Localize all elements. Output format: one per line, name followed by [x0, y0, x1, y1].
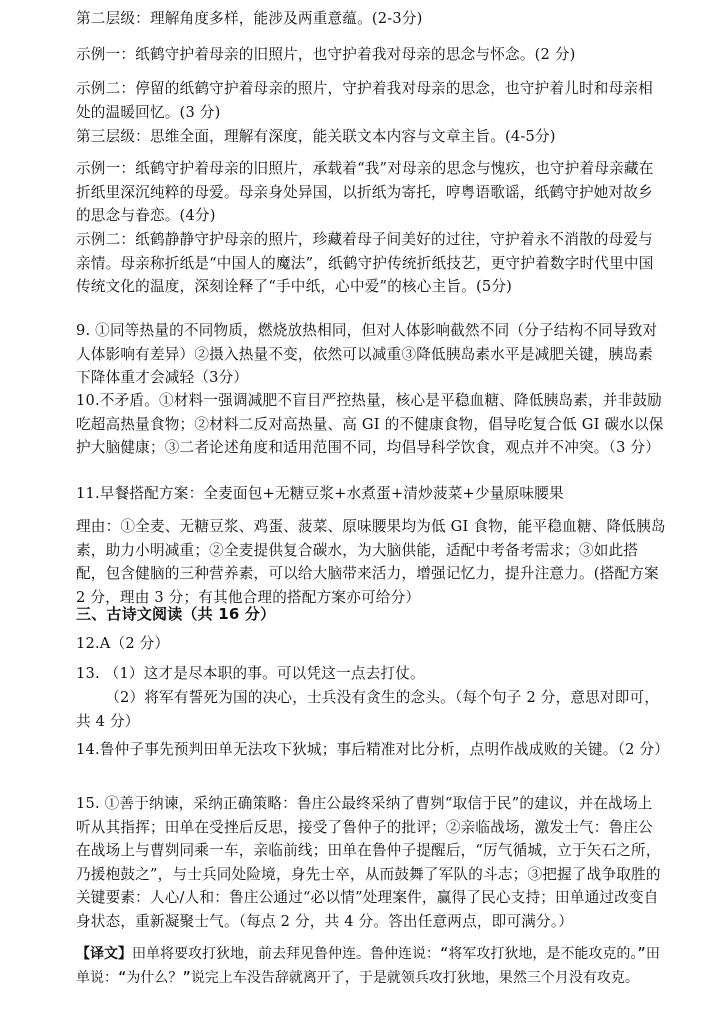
level-two-example-two: 示例二：停留的纸鹤守护着母亲的照片，守护着我对母亲的思念，也守护着儿时和母亲相处的温暖回忆。(3 分): [76, 80, 653, 121]
level-three-example-one: 示例一：纸鹤守护着母亲的旧照片，承载着“我”对母亲的思念与愧疚，也守护着母亲藏在折纸里深沉纯粹的母爱。母亲身处异国，以折纸为寄托，哼粤语歌谣，纸鹤守护她对故乡的思念与眷恋。(4分): [76, 160, 654, 224]
level-three-criteria: 第三层级：思维全面，理解有深度，能关联文本内容与文章主旨。(4-5分): [76, 128, 556, 145]
translation-paragraph: [76, 943, 666, 990]
answer-13-part1: 13. （1）这才是尽本职的事。可以凭这一点去打仗。: [76, 665, 425, 682]
answer-15: 15. ①善于纳谏，采纳正确策略：鲁庄公最终采纳了曹刿“取信于民”的建议，并在战场上听从其指挥；田单在受挫后反思，接受了鲁仲子的批评；②亲临战场，激发士气：鲁庄公在战场上与曹刿同乘一车，亲临前线；田单在鲁仲子提醒后，“厉气循城，立于矢石之所，乃援枹鼓之”，与士兵同处险境，身先士卒，从而鼓舞了军队的斗志；③把握了战争取胜的关键要素：人心/人和：鲁庄公通过“必以情”处理案件，赢得了民心支持；田单通过改变自身状态，重新凝聚士气。（每点 2 分，共 4 分。答出任意两点，即可满分。）: [76, 795, 661, 930]
answer-10: 10.不矛盾。①材料一强调减肥不盲目严控热量，核心是平稳血糖、降低胰岛素，并非鼓励吃超高热量食物；②材料二反对高热量、高 GI 的不健康食物，倡导吃复合低 GI 碳水以保护大脑健康；③二者论述角度和适用范围不同，均倡导科学饮食，观点并不冲突。（3 分）: [76, 392, 664, 456]
answer-11-plan: 11.早餐搭配方案：全麦面包+无糖豆浆+水煮蛋+清炒菠菜+少量原味腰果: [76, 485, 564, 502]
answer-12: 12.A（2 分）: [76, 635, 170, 652]
answer-14: 14.鲁仲子事先预判田单无法攻下狄城；事后精准对比分析，点明作战成败的关键。（2 分）: [76, 741, 669, 758]
level-two-criteria: 第二层级：理解角度多样，能涉及两重意蕴。(2-3分): [76, 10, 423, 27]
level-two-example-one: 示例一：纸鹤守护着母亲的旧照片，也守护着我对母亲的思念与怀念。(2 分): [76, 46, 576, 63]
answer-13-part2: （2）将军有誓死为国的决心，士兵没有贪生的念头。（每个句子 2 分，意思对即可，共 4 分）: [76, 689, 660, 730]
translation-tag: 【译文】: [76, 946, 132, 962]
level-three-example-two: 示例二：纸鹤静静守护母亲的照片，珍藏着母子间美好的过往，守护着永不消散的母爱与亲情。母亲称折纸是“中国人的魔法”，纸鹤守护传统折纸技艺，更守护着数字时代里中国传统文化的温度，深刻诠释了“手中纸，心中爱”的核心主旨。(5分): [76, 231, 654, 295]
answer-11-reason: 理由：①全麦、无糖豆浆、鸡蛋、菠菜、原味腰果均为低 GI 食物，能平稳血糖、降低胰岛素，助力小明减重；②全麦提供复合碳水，为大脑供能，适配中考备考需求；③如此搭配，包含健脑的三种营养素，可以给大脑带来活力，增强记忆力，提升注意力。(搭配方案 2 分，理由 3 分；有其他合理的搭配方案亦可给分）: [76, 518, 666, 606]
answer-9: 9. ①同等热量的不同物质，燃烧放热相同，但对人体影响截然不同（分子结构不同导致对人体影响有差异）②摄入热量不变，依然可以减重③降低胰岛素水平是减肥关键，胰岛素下降体重才会减轻（3分）: [76, 322, 658, 386]
section-heading-classical: 三、古诗文阅读（共 16 分）: [76, 605, 276, 623]
translation-text: 田单将要攻打狄地，前去拜见鲁仲连。鲁仲连说：“将军攻打狄地，是不能攻克的。”田单说：“为什么？”说完上车没告辞就离开了，于是就领兵攻打狄地，果然三个月没有攻克。: [76, 946, 660, 986]
